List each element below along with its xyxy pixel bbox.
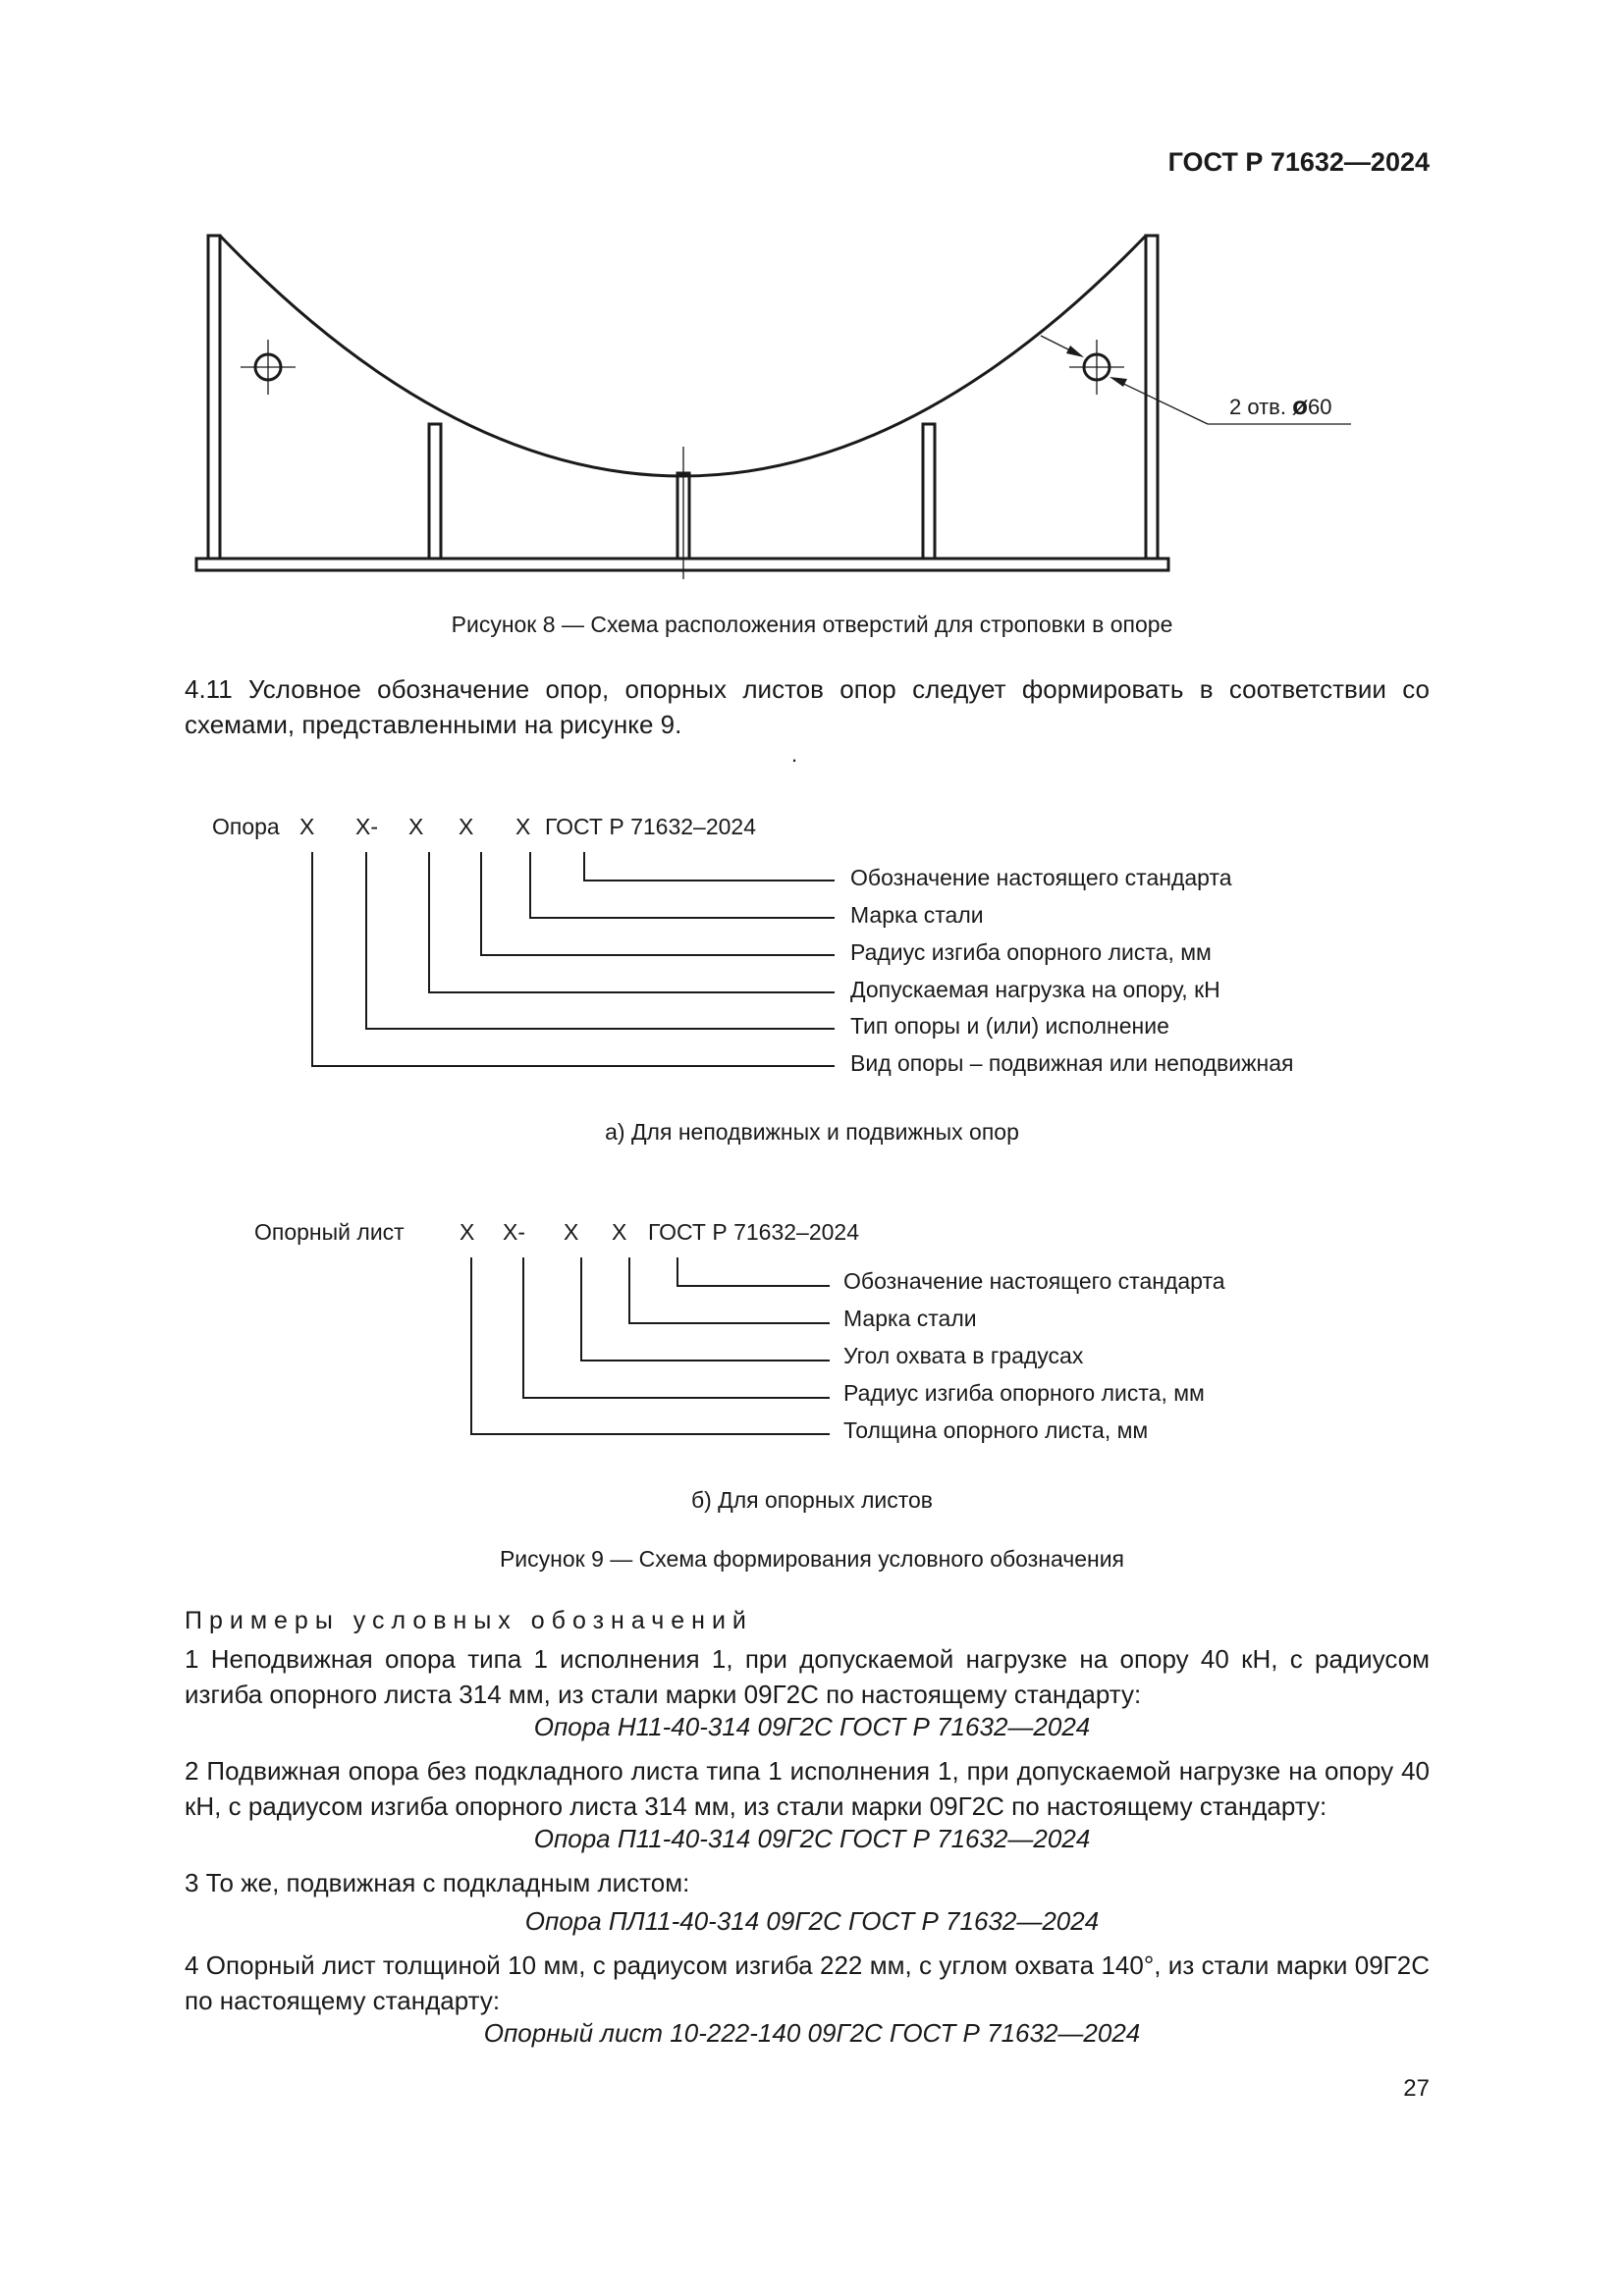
scheme-a-standard: ГОСТ Р 71632–2024	[545, 814, 756, 839]
example-4	[116, 1948, 1430, 2018]
scheme-b-code-2: Х-	[503, 1219, 525, 1245]
scheme-a-item-2: Марка стали	[850, 902, 984, 928]
example-2-text: 2 Подвижная опора без подкладного листа типа 1 исполнения 1, при допускаемой нагрузке на опору 40 кН, с радиусом изгиба опорного листа 314 мм, из стали марки 09Г2С по настоящему стандарту:	[185, 1756, 1430, 1821]
scheme-a-code-1: Х	[299, 814, 315, 839]
scheme-b-caption: б) Для опорных листов	[690, 1487, 934, 1513]
paragraph-4-11-text: 4.11 Условное обозначение опор, опорных листов опор следует формировать в соответствии со схемами, представленными на рисунке 9.	[185, 674, 1430, 739]
scheme-b-item-2: Марка стали	[843, 1306, 977, 1331]
scheme-a-caption: а) Для неподвижных и подвижных опор	[605, 1119, 1019, 1145]
hole-count-label: 2 отв.	[1229, 395, 1286, 419]
example-4-code: Опорный лист 10-222-140 09Г2С ГОСТ Р 71632—2024	[483, 2018, 1141, 2048]
hole-size: 60	[1308, 395, 1332, 419]
scheme-b-code-3: Х	[564, 1219, 579, 1245]
example-3-text: 3 То же, подвижная с подкладным листом:	[185, 1868, 690, 1897]
stray-dot: .	[791, 742, 798, 767]
scheme-a-item-1: Обозначение настоящего стандарта	[850, 865, 1232, 890]
scheme-b-item-1: Обозначение настоящего стандарта	[843, 1268, 1225, 1294]
scheme-a-code-2: Х-	[355, 814, 378, 839]
example-3-code: Опора ПЛ11-40-314 09Г2С ГОСТ Р 71632—2024	[524, 1906, 1100, 1936]
figure-8-caption: Рисунок 8 — Схема расположения отверстий для строповки в опоре	[451, 612, 1173, 637]
scheme-b-code-1: Х	[460, 1219, 475, 1245]
scheme-a-code-4: Х	[459, 814, 474, 839]
example-1-code: Опора Н11-40-314 09Г2С ГОСТ Р 71632—2024	[533, 1712, 1091, 1741]
scheme-a-item-6: Вид опоры – подвижная или неподвижная	[850, 1050, 1294, 1076]
document-header: ГОСТ Р 71632—2024	[1167, 147, 1430, 177]
scheme-a-item-4: Допускаемая нагрузка на опору, кН	[850, 977, 1220, 1002]
scheme-b-standard: ГОСТ Р 71632–2024	[648, 1219, 859, 1245]
example-2	[116, 1753, 1430, 1824]
examples-title: Примеры условных обозначений	[185, 1607, 753, 1634]
page-number: 27	[1403, 2075, 1430, 2102]
example-4-text: 4 Опорный лист толщиной 10 мм, с радиусом изгиба 222 мм, с углом охвата 140°, из стали марки 09Г2С по настоящему стандарту:	[185, 1950, 1430, 2015]
scheme-b-prefix: Опорный лист	[254, 1219, 405, 1245]
figure-9-caption: Рисунок 9 — Схема формирования условного обозначения	[499, 1546, 1125, 1572]
example-3	[116, 1865, 1430, 1900]
scheme-a-code-5: Х	[515, 814, 531, 839]
scheme-b-item-5: Толщина опорного листа, мм	[843, 1417, 1149, 1443]
scheme-b-code-4: Х	[612, 1219, 627, 1245]
example-1-text: 1 Неподвижная опора типа 1 исполнения 1, при допускаемой нагрузке на опору 40 кН, с радиусом изгиба опорного листа 314 мм, из стали марки 09Г2С по настоящему стандарту:	[185, 1644, 1430, 1709]
diameter-symbol: ø	[1292, 391, 1308, 420]
scheme-a-item-3: Радиус изгиба опорного листа, мм	[850, 939, 1212, 965]
example-1	[116, 1641, 1430, 1712]
scheme-b-item-4: Радиус изгиба опорного листа, мм	[843, 1380, 1205, 1406]
scheme-a-code-3: Х	[408, 814, 424, 839]
scheme-a-item-5: Тип опоры и (или) исполнение	[850, 1013, 1169, 1039]
example-2-code: Опора П11-40-314 09Г2С ГОСТ Р 71632—2024	[533, 1824, 1091, 1853]
scheme-a-prefix: Опора	[212, 814, 280, 839]
scheme-b-item-3: Угол охвата в градусах	[843, 1343, 1084, 1368]
